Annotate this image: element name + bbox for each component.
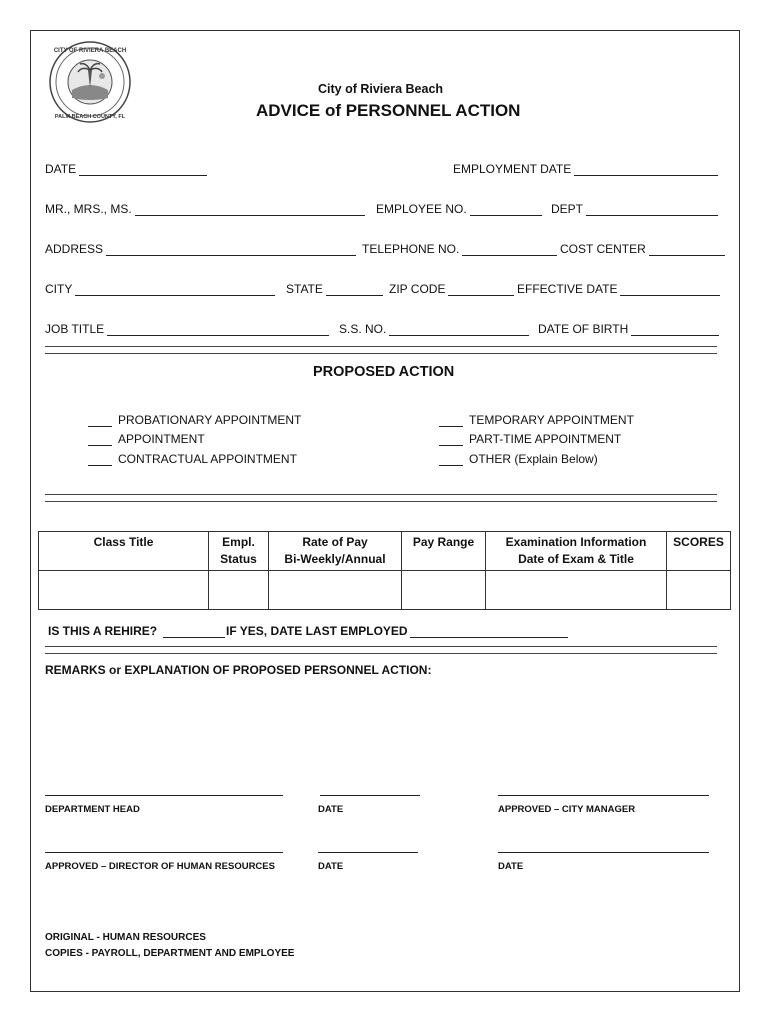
employee-no-label: EMPLOYEE NO. (376, 202, 467, 216)
date-of-birth-field[interactable] (538, 322, 719, 336)
telephone-field[interactable] (362, 242, 557, 256)
zip-code-label: ZIP CODE (389, 282, 446, 296)
svg-text:CITY OF RIVIERA BEACH: CITY OF RIVIERA BEACH (53, 48, 127, 54)
dept-field[interactable] (551, 202, 718, 216)
proposed-action-heading: PROPOSED ACTION (313, 364, 455, 380)
name-field[interactable] (45, 202, 365, 216)
empl-status-cell[interactable] (209, 571, 269, 610)
copies-distribution: COPIES - PAYROLL, DEPARTMENT AND EMPLOYEE (45, 948, 295, 959)
option-label: PART-TIME APPOINTMENT (469, 432, 622, 446)
option-label: APPOINTMENT (118, 432, 205, 446)
temporary-appointment-option[interactable] (439, 413, 634, 427)
section-divider (45, 494, 717, 502)
ssn-label: S.S. NO. (339, 322, 387, 336)
option-label: TEMPORARY APPOINTMENT (469, 413, 634, 427)
department-head-label: DEPARTMENT HEAD (45, 804, 140, 815)
rate-of-pay-cell[interactable] (269, 571, 402, 610)
section-divider (45, 346, 717, 354)
position-table (38, 531, 731, 610)
employee-no-field[interactable] (376, 202, 542, 216)
state-field[interactable] (286, 282, 383, 296)
option-label: PROBATIONARY APPOINTMENT (118, 413, 302, 427)
cost-center-label: COST CENTER (560, 242, 646, 256)
empl-status-header: Empl. Status (209, 532, 269, 571)
city-label: CITY (45, 282, 73, 296)
ssn-field[interactable] (339, 322, 529, 336)
contractual-appointment-option[interactable] (88, 452, 297, 466)
date-signature-line[interactable] (318, 852, 418, 853)
examination-info-cell[interactable] (486, 571, 667, 610)
rehire-label: IS THIS A REHIRE? (48, 624, 158, 638)
class-title-cell[interactable] (39, 571, 209, 610)
table-header-row (39, 532, 731, 571)
scores-header: SCORES (667, 532, 731, 571)
form-title: ADVICE of PERSONNEL ACTION (256, 101, 521, 120)
rehire-field[interactable] (48, 624, 225, 638)
effective-date-label: EFFECTIVE DATE (517, 282, 618, 296)
job-title-field[interactable] (45, 322, 329, 336)
other-option[interactable] (439, 452, 598, 466)
cost-center-field[interactable] (560, 242, 725, 256)
remarks-label: REMARKS or EXPLANATION OF PROPOSED PERSONNEL ACTION: (45, 663, 432, 677)
department-head-signature-line[interactable] (45, 795, 283, 796)
city-seal-logo (48, 40, 132, 124)
state-label: STATE (286, 282, 323, 296)
option-label: OTHER (Explain Below) (469, 452, 598, 466)
date-of-birth-label: DATE OF BIRTH (538, 322, 629, 336)
pay-range-cell[interactable] (402, 571, 486, 610)
table-row (39, 571, 731, 610)
pay-range-header: Pay Range (402, 532, 486, 571)
date-last-employed-label: IF YES, DATE LAST EMPLOYED (226, 624, 408, 638)
city-manager-label: APPROVED – CITY MANAGER (498, 804, 636, 815)
address-label: ADDRESS (45, 242, 104, 256)
effective-date-field[interactable] (517, 282, 720, 296)
telephone-label: TELEPHONE NO. (362, 242, 460, 256)
examination-info-header: Examination Information Date of Exam & Title (486, 532, 667, 571)
hr-director-label: APPROVED – DIRECTOR OF HUMAN RESOURCES (45, 861, 275, 872)
svg-text:PALM BEACH COUNTY, FL: PALM BEACH COUNTY, FL (54, 114, 126, 120)
date-label: DATE (318, 861, 344, 872)
scores-cell[interactable] (667, 571, 731, 610)
date-field[interactable] (45, 162, 207, 176)
city-manager-signature-line[interactable] (498, 795, 709, 796)
probationary-appointment-option[interactable] (88, 413, 301, 427)
date-last-employed-field[interactable] (226, 624, 568, 638)
date-signature-line[interactable] (498, 852, 709, 853)
employment-date-field[interactable] (453, 162, 718, 176)
zip-code-field[interactable] (389, 282, 514, 296)
employment-date-label: EMPLOYMENT DATE (453, 162, 572, 176)
date-label: DATE (498, 861, 524, 872)
date-signature-line[interactable] (320, 795, 420, 796)
address-field[interactable] (45, 242, 356, 256)
hr-director-signature-line[interactable] (45, 852, 283, 853)
name-label: MR., MRS., MS. (45, 202, 132, 216)
date-label: DATE (45, 162, 77, 176)
class-title-header: Class Title (39, 532, 209, 571)
city-field[interactable] (45, 282, 275, 296)
section-divider (45, 646, 717, 654)
job-title-label: JOB TITLE (45, 322, 105, 336)
rate-of-pay-header: Rate of Pay Bi-Weekly/Annual (269, 532, 402, 571)
part-time-appointment-option[interactable] (439, 432, 621, 446)
org-name: City of Riviera Beach (318, 82, 444, 96)
date-label: DATE (318, 804, 344, 815)
appointment-option[interactable] (88, 432, 205, 446)
option-label: CONTRACTUAL APPOINTMENT (118, 452, 297, 466)
dept-label: DEPT (551, 202, 584, 216)
original-distribution: ORIGINAL - HUMAN RESOURCES (45, 932, 206, 943)
